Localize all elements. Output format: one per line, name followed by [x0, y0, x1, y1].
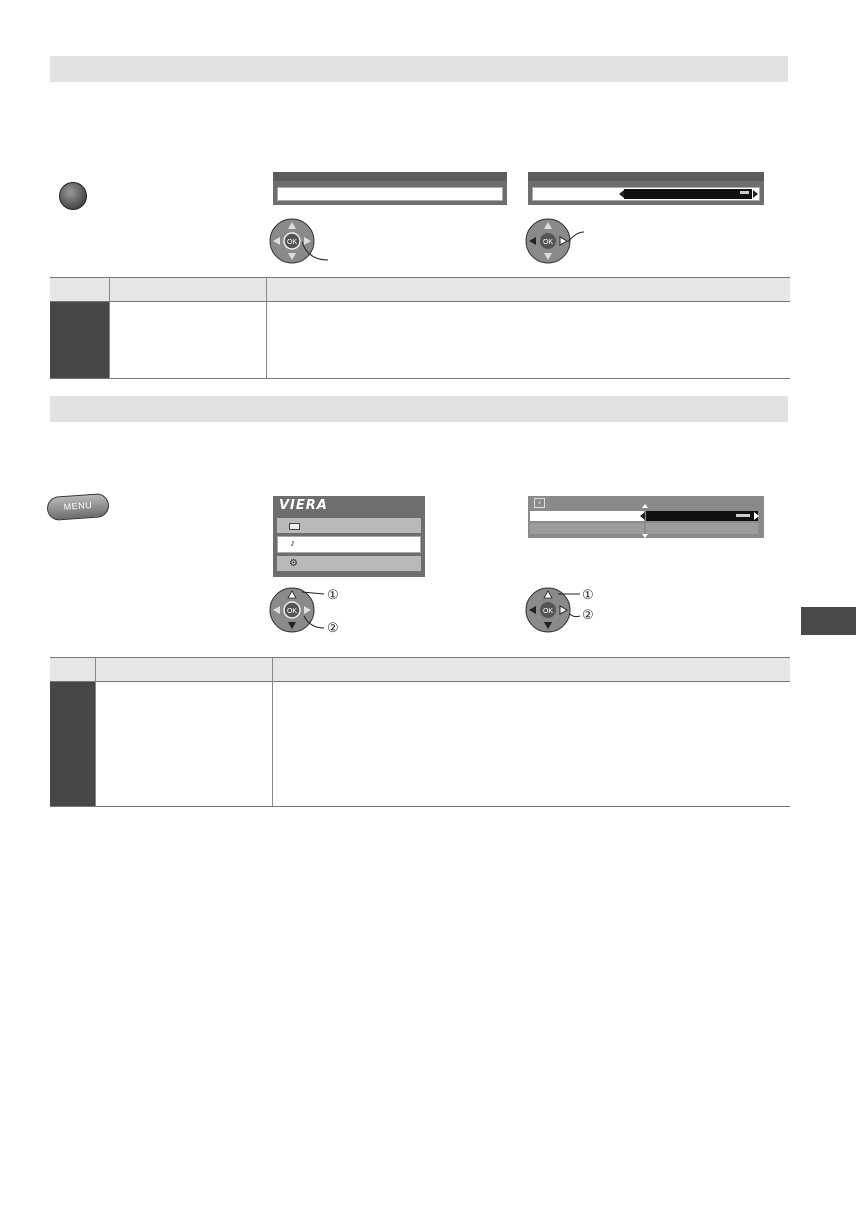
remote-round-button[interactable]	[59, 182, 87, 210]
menu-item-setup	[277, 556, 421, 571]
osd-setting-value	[624, 189, 752, 199]
osd-screen-2	[528, 172, 764, 205]
right-arrow-icon	[753, 190, 758, 198]
ok-label: OK	[542, 239, 554, 246]
left-arrow-icon	[619, 190, 624, 198]
callout-line	[300, 240, 330, 264]
table-1-divider	[109, 277, 110, 378]
osd-title-bar	[528, 172, 764, 181]
step-2-callout: ②	[582, 607, 594, 622]
osd-title-bar	[273, 172, 507, 181]
osd-sound-menu	[528, 496, 764, 538]
step-1-callout: ①	[327, 587, 339, 602]
up-arrow-icon	[642, 504, 648, 508]
ok-label: OK	[542, 608, 554, 615]
step-1-callout: ①	[582, 587, 594, 602]
osd-sound-row-selected	[530, 511, 644, 521]
osd-main-menu	[273, 496, 425, 577]
value-indicator	[736, 514, 750, 517]
table-2-divider	[272, 657, 273, 806]
osd-selected-row	[277, 187, 503, 201]
table-2-header	[50, 657, 790, 682]
ok-label: OK	[286, 608, 298, 615]
left-arrow-icon	[640, 512, 645, 520]
table-1-body	[50, 302, 790, 379]
dpad-right-icon[interactable]	[525, 218, 571, 264]
menu-button[interactable]: MENU	[46, 493, 110, 521]
chapter-side-tab	[801, 607, 856, 635]
callout-line	[556, 588, 582, 622]
osd-sound-row	[646, 523, 758, 534]
table-2-divider	[95, 657, 96, 806]
table-2-body	[50, 682, 790, 807]
down-arrow-icon	[642, 534, 648, 538]
section-1-header-bar	[50, 56, 788, 82]
section-2-header-bar	[50, 396, 788, 422]
osd-sound-row	[530, 523, 644, 534]
table-2-dark-cell	[50, 682, 95, 806]
value-indicator	[740, 191, 749, 194]
table-1-divider	[266, 277, 267, 378]
sound-menu-icon: ♪	[534, 498, 545, 508]
right-arrow-icon	[754, 512, 759, 520]
picture-icon	[289, 523, 300, 530]
setup-icon: ⚙	[289, 558, 298, 569]
sound-icon: ♪	[290, 538, 295, 549]
menu-item-sound	[277, 536, 421, 553]
table-1-header	[50, 277, 790, 302]
osd-screen-1	[273, 172, 507, 205]
callout-line	[566, 228, 586, 244]
viera-logo: VIERA	[279, 498, 328, 513]
ok-label: OK	[286, 239, 298, 246]
callout-line	[300, 588, 326, 632]
table-1-dark-cell	[50, 302, 109, 378]
step-2-callout: ②	[327, 620, 339, 635]
